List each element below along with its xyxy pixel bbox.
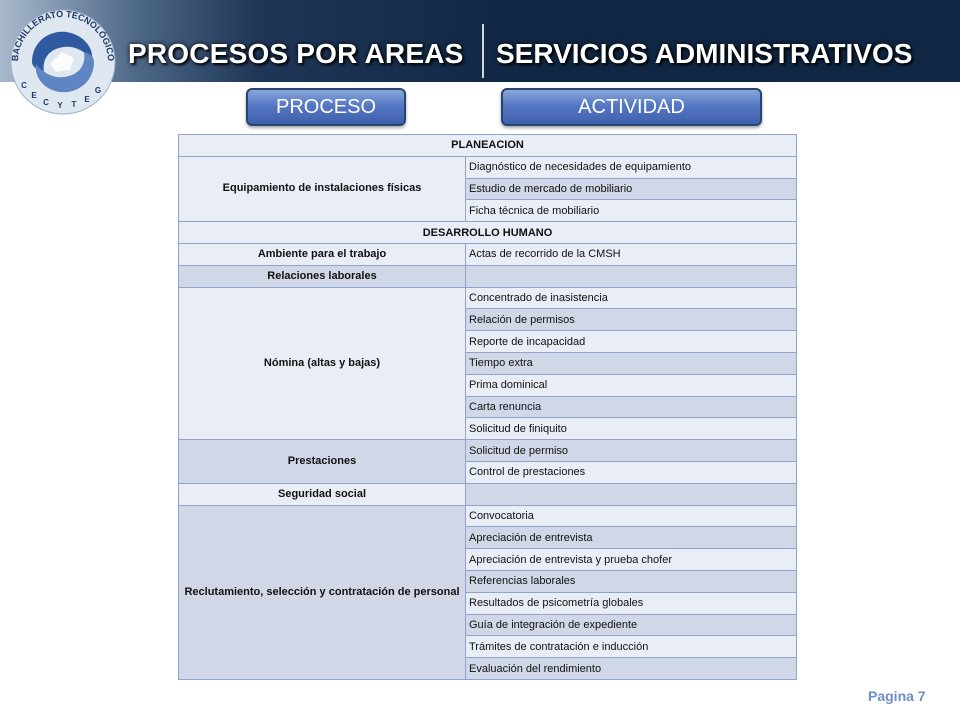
logo-arc-text: BACHILLERATO TECNOLÓGICO xyxy=(9,8,117,62)
activity-cell: Apreciación de entrevista y prueba chofer xyxy=(466,549,797,571)
activity-cell: Concentrado de inasistencia xyxy=(466,287,797,309)
activity-cell: Carta renuncia xyxy=(466,396,797,418)
activity-cell: Resultados de psicometría globales xyxy=(466,592,797,614)
activity-cell: Reporte de incapacidad xyxy=(466,331,797,353)
table-row xyxy=(179,483,797,505)
page-number: Pagina 7 xyxy=(868,688,926,704)
activity-cell: Estudio de mercado de mobiliario xyxy=(466,178,797,200)
logo-letter: E xyxy=(84,95,90,104)
process-table xyxy=(178,134,797,680)
activity-cell: Prima dominical xyxy=(466,374,797,396)
activity-cell: Tiempo extra xyxy=(466,352,797,374)
activity-cell: Convocatoria xyxy=(466,505,797,527)
activity-cell: Control de prestaciones xyxy=(466,461,797,483)
process-cell: Seguridad social xyxy=(179,483,466,505)
logo-letter: E xyxy=(31,91,37,100)
logo-letter: G xyxy=(94,86,102,95)
actividad-column-header: ACTIVIDAD xyxy=(501,88,762,126)
table-row xyxy=(179,265,797,287)
section-row xyxy=(179,222,797,244)
activity-cell: Guía de integración de expediente xyxy=(466,614,797,636)
table-row xyxy=(179,287,797,309)
section-title: PLANEACION xyxy=(179,135,797,157)
activity-cell: Diagnóstico de necesidades de equipamiento xyxy=(466,156,797,178)
activity-cell: Evaluación del rendimiento xyxy=(466,658,797,680)
activity-cell: Solicitud de permiso xyxy=(466,440,797,462)
logo-letter: C xyxy=(43,98,49,107)
logo-letter: Y xyxy=(57,101,63,110)
activity-cell: Actas de recorrido de la CMSH xyxy=(466,243,797,265)
cecyteg-logo-icon xyxy=(4,2,122,120)
activity-cell xyxy=(466,265,797,287)
activity-cell: Trámites de contratación e inducción xyxy=(466,636,797,658)
table-row xyxy=(179,243,797,265)
area-title: SERVICIOS ADMINISTRATIVOS xyxy=(496,38,913,69)
activity-cell: Ficha técnica de mobiliario xyxy=(466,200,797,222)
logo-letter: T xyxy=(71,100,77,109)
section-row xyxy=(179,135,797,157)
activity-cell: Referencias laborales xyxy=(466,570,797,592)
process-cell: Ambiente para el trabajo xyxy=(179,243,466,265)
page-title: PROCESOS POR AREAS xyxy=(128,38,464,69)
activity-cell: Relación de permisos xyxy=(466,309,797,331)
activity-cell xyxy=(466,483,797,505)
process-cell: Reclutamiento, selección y contratación de personal xyxy=(179,505,466,679)
process-cell: Nómina (altas y bajas) xyxy=(179,287,466,440)
section-title: DESARROLLO HUMANO xyxy=(179,222,797,244)
table-row xyxy=(179,440,797,462)
logo-letter: C xyxy=(21,81,27,90)
process-cell: Equipamiento de instalaciones físicas xyxy=(179,156,466,221)
activity-cell: Apreciación de entrevista xyxy=(466,527,797,549)
process-cell: Prestaciones xyxy=(179,440,466,484)
proceso-column-header: PROCESO xyxy=(246,88,406,126)
title-divider xyxy=(482,24,484,78)
table-row xyxy=(179,156,797,178)
activity-cell: Solicitud de finiquito xyxy=(466,418,797,440)
table-row xyxy=(179,505,797,527)
process-cell: Relaciones laborales xyxy=(179,265,466,287)
